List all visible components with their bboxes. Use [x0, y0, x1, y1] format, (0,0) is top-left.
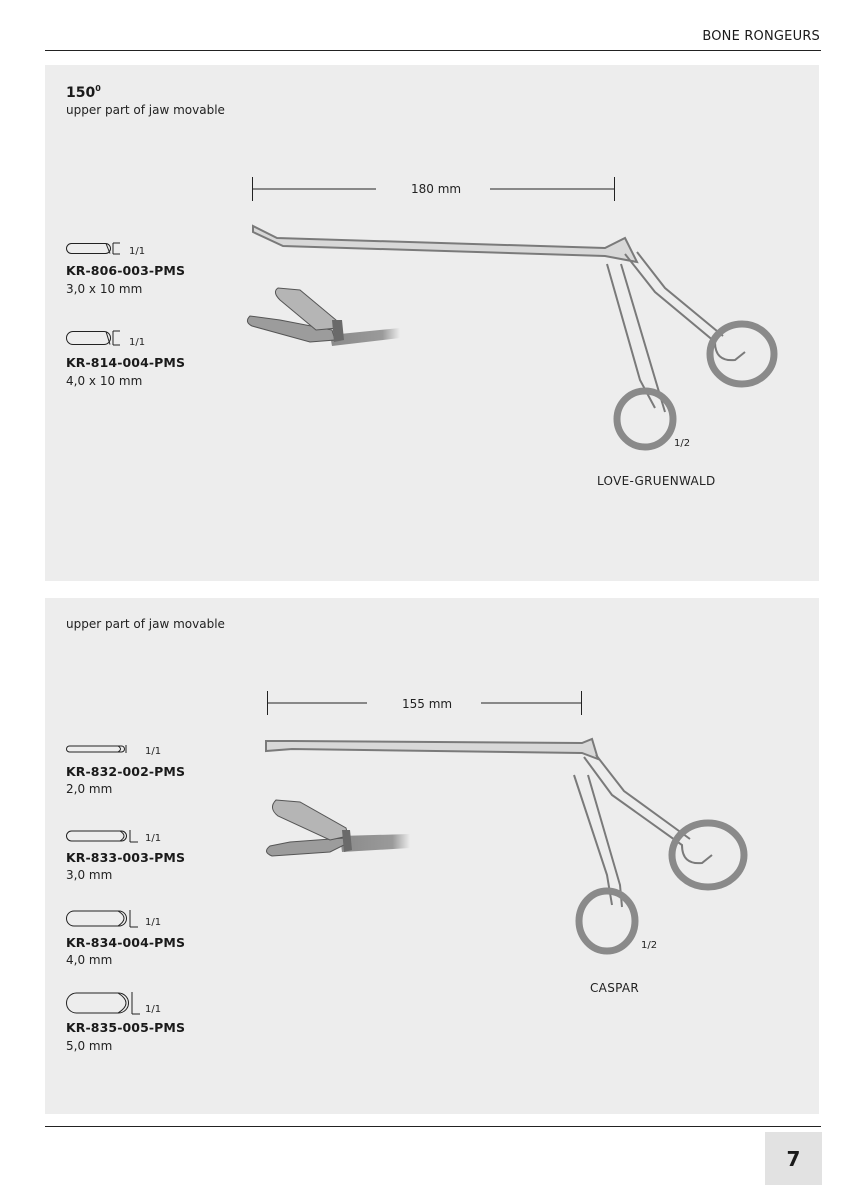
- panel-description: upper part of jaw movable: [66, 103, 225, 117]
- jaw-size-icon: [66, 830, 142, 844]
- variant-scale: 1/1: [145, 1004, 162, 1015]
- variant-scale: 1/1: [129, 337, 146, 348]
- variant-size: 5,0 mm: [66, 1039, 113, 1053]
- variant-code: KR-814-004-PMS: [66, 355, 186, 370]
- variant-size: 4,0 mm: [66, 953, 113, 967]
- variant-scale: 1/1: [145, 746, 162, 757]
- length-label: 180 mm: [411, 182, 462, 196]
- variant-code: KR-834-004-PMS: [66, 935, 186, 950]
- rongeur-love-gruenwald-image: [245, 212, 785, 462]
- drawing-scale: 1/2: [674, 438, 691, 449]
- drawing-scale: 1/2: [641, 940, 658, 951]
- variant-size: 4,0 x 10 mm: [66, 374, 143, 388]
- variant-scale: 1/1: [129, 246, 146, 257]
- instrument-name: LOVE-GRUENWALD: [597, 474, 716, 488]
- panel-description: upper part of jaw movable: [66, 617, 225, 631]
- jaw-size-icon: [66, 745, 132, 755]
- jaw-size-icon: [66, 910, 142, 930]
- instrument-name: CASPAR: [590, 981, 640, 995]
- jaw-size-icon: [66, 242, 126, 256]
- jaw-size-icon: [66, 330, 126, 348]
- variant-scale: 1/1: [145, 917, 162, 928]
- variant-code: KR-833-003-PMS: [66, 850, 186, 865]
- section-title: BONE RONGEURS: [702, 29, 820, 44]
- jaw-angle: $150^0$: [66, 84, 101, 101]
- variant-code: KR-806-003-PMS: [66, 263, 186, 278]
- page-number: 7: [765, 1132, 822, 1185]
- variant-scale: 1/1: [145, 833, 162, 844]
- rongeur-caspar-image: [262, 735, 762, 975]
- variant-size: 3,0 mm: [66, 868, 113, 882]
- variant-code: KR-835-005-PMS: [66, 1020, 186, 1035]
- variant-size: 3,0 x 10 mm: [66, 282, 143, 296]
- header-rule: [45, 50, 821, 51]
- footer-rule: [45, 1126, 821, 1127]
- jaw-size-icon: [66, 992, 144, 1016]
- length-label: 155 mm: [402, 697, 453, 711]
- variant-size: 2,0 mm: [66, 782, 113, 796]
- variant-code: KR-832-002-PMS: [66, 764, 186, 779]
